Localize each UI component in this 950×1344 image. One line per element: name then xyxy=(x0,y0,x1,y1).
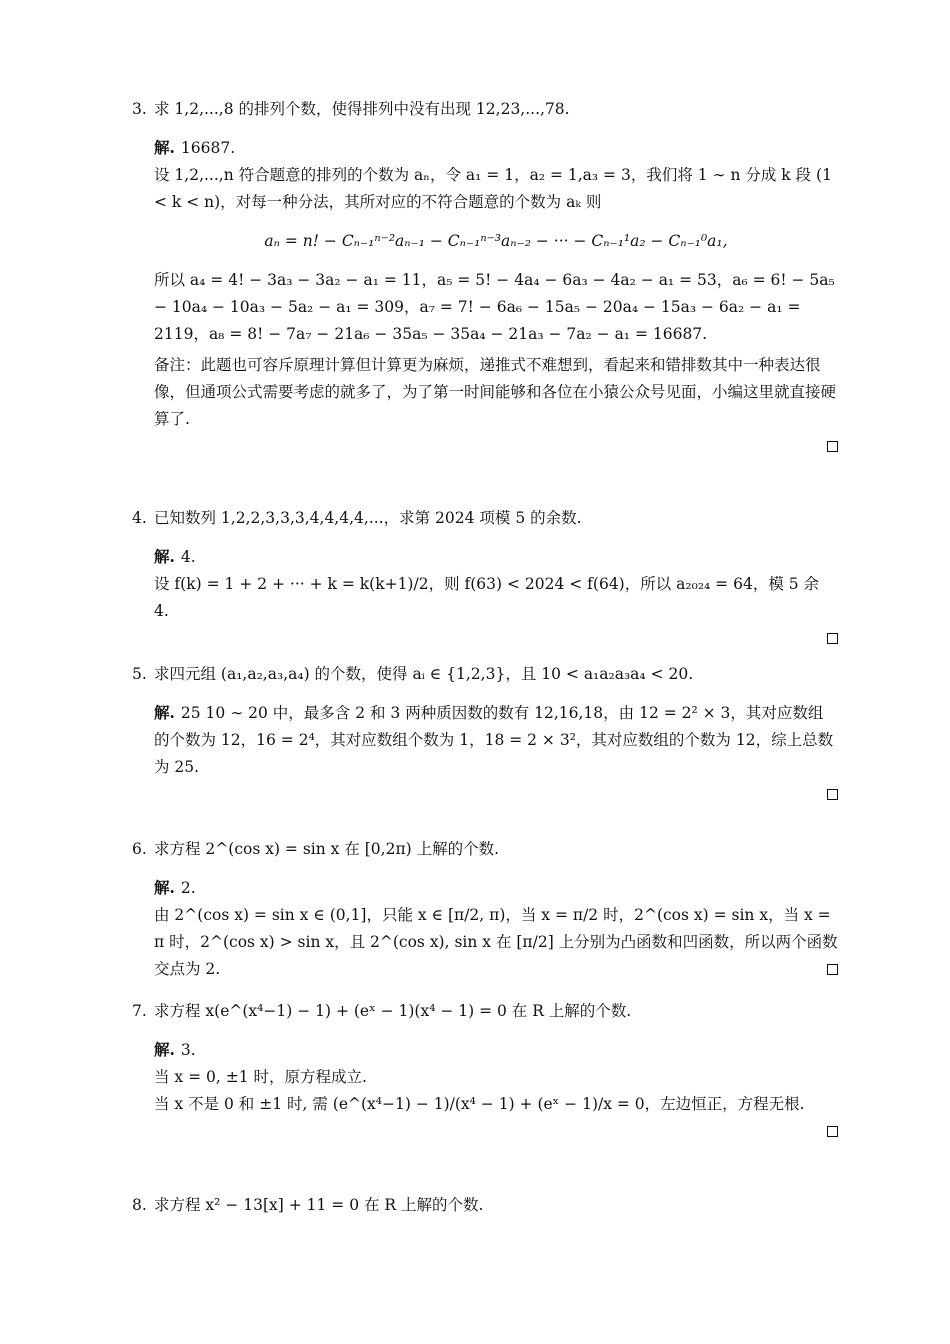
question xyxy=(132,1000,838,1022)
question-text: 求方程 2^(cos x) = sin x 在 [0,2π) 上解的个数. xyxy=(154,840,500,858)
question xyxy=(132,98,838,120)
answer: 2. xyxy=(180,879,196,897)
answer: 3. xyxy=(180,1041,196,1059)
solution-paragraph: 由 2^(cos x) = sin x ∈ (0,1]，只能 x ∈ [π/2, π)，当 x = π/2 时，2^(cos x) = sin x，当 x = π 时，2^(cos x) > sin x，且 2^(cos x), sin x 在 [π/2] 上分别为凸函数和凹函数，所以两个函数交点为 2. xyxy=(154,906,838,978)
solution-paragraph: 当 x 不是 0 和 ±1 时, 需 (e^(x⁴−1) − 1)/(x⁴ − 1) + (eˣ − 1)/x = 0，左边恒正，方程无根. xyxy=(154,1095,805,1113)
solution-paragraph: 设 f(k) = 1 + 2 + ··· + k = k(k+1)/2，则 f(63) < 2024 < f(64)，所以 a₂₀₂₄ = 64，模 5 余 4. xyxy=(154,575,820,620)
problem-8 xyxy=(132,1194,838,1216)
solution-paragraph: 所以 a₄ = 4! − 3a₃ − 3a₂ − a₁ = 11，a₅ = 5! − 4a₄ − 6a₃ − 4a₂ − a₁ = 53，a₆ = 6! − 5a₅ − 10a₄ − 10a₃ − 5a₂ − a₁ = 309，a₇ = 7! − 6a₆ − 15a₅ − 20a₄ − 15a₃ − 6a₂ − a₁ = 2119，a₈ = 8! − 7a₇ − 21a₆ − 35a₅ − 35a₄ − 21a₃ − 7a₂ − a₁ = 16687. xyxy=(154,271,835,343)
solution xyxy=(154,134,838,452)
question-text: 求方程 x² − 13[x] + 11 = 0 在 R 上解的个数. xyxy=(154,1196,484,1214)
question xyxy=(132,838,838,860)
problem-number: 7. xyxy=(132,1002,147,1020)
qed-square-icon xyxy=(827,441,838,452)
problem-number: 6. xyxy=(132,840,147,858)
solution-label: 解. xyxy=(154,547,175,566)
problem-number: 3. xyxy=(132,100,147,118)
problem-7 xyxy=(132,1000,838,1137)
question xyxy=(132,507,838,529)
solution-label: 解. xyxy=(154,1040,175,1059)
qed-square-icon xyxy=(827,964,838,975)
question-text: 求方程 x(e^(x⁴−1) − 1) + (eˣ − 1)(x⁴ − 1) = 0 在 R 上解的个数. xyxy=(154,1002,632,1020)
qed-square-icon xyxy=(827,633,838,644)
problem-5 xyxy=(132,663,838,800)
display-formula: aₙ = n! − Cₙ₋₁ⁿ⁻²aₙ₋₁ − Cₙ₋₁ⁿ⁻³aₙ₋₂ − ··· − Cₙ₋₁¹a₂ − Cₙ₋₁⁰a₁, xyxy=(264,232,728,250)
problem-number: 5. xyxy=(132,665,147,683)
answer: 4. xyxy=(180,548,196,566)
solution xyxy=(154,543,838,644)
solution-paragraph: 设 1,2,...,n 符合题意的排列的个数为 aₙ，令 a₁ = 1，a₂ = 1,a₃ = 3，我们将 1 ∼ n 分成 k 段 (1 < k < n)，对每一种分法，其所对应的不符合题意的个数为 aₖ 则 xyxy=(154,166,832,211)
question-text: 求四元组 (a₁,a₂,a₃,a₄) 的个数，使得 aᵢ ∈ {1,2,3}，且 10 < a₁a₂a₃a₄ < 20. xyxy=(154,665,694,683)
solution-label: 解. xyxy=(154,703,175,722)
question-text: 求 1,2,...,8 的排列个数，使得排列中没有出现 12,23,...,78. xyxy=(154,100,570,118)
solution xyxy=(154,1036,838,1137)
qed-square-icon xyxy=(827,789,838,800)
remark-paragraph: 备注：此题也可容斥原理计算但计算更为麻烦，递推式不难想到，看起来和错排数其中一种表达很像，但通项公式需要考虑的就多了，为了第一时间能够和各位在小猿公众号见面，小编这里就直接硬算了. xyxy=(154,356,837,428)
solution-paragraph: 25 10 ∼ 20 中，最多含 2 和 3 两种质因数的数有 12,16,18，由 12 = 2² × 3，其对应数组的个数为 12，16 = 2⁴，其对应数组个数为 1，18 = 2 × 3²，其对应数组的个数为 12，综上总数为 25. xyxy=(154,704,834,776)
solution-label: 解. xyxy=(154,138,175,157)
question xyxy=(132,663,838,685)
answer: 16687. xyxy=(180,139,236,157)
solution xyxy=(154,699,838,800)
solution-label: 解. xyxy=(154,878,175,897)
problem-4 xyxy=(132,507,838,644)
problem-number: 4. xyxy=(132,509,147,527)
solution xyxy=(154,874,838,983)
question xyxy=(132,1194,838,1216)
qed-square-icon xyxy=(827,1126,838,1137)
problem-number: 8. xyxy=(132,1196,147,1214)
problem-6 xyxy=(132,838,838,983)
question-text: 已知数列 1,2,2,3,3,3,4,4,4,4,...，求第 2024 项模 5 的余数. xyxy=(154,509,582,527)
solution-paragraph: 当 x = 0, ±1 时，原方程成立. xyxy=(154,1068,367,1086)
problem-3 xyxy=(132,98,838,452)
